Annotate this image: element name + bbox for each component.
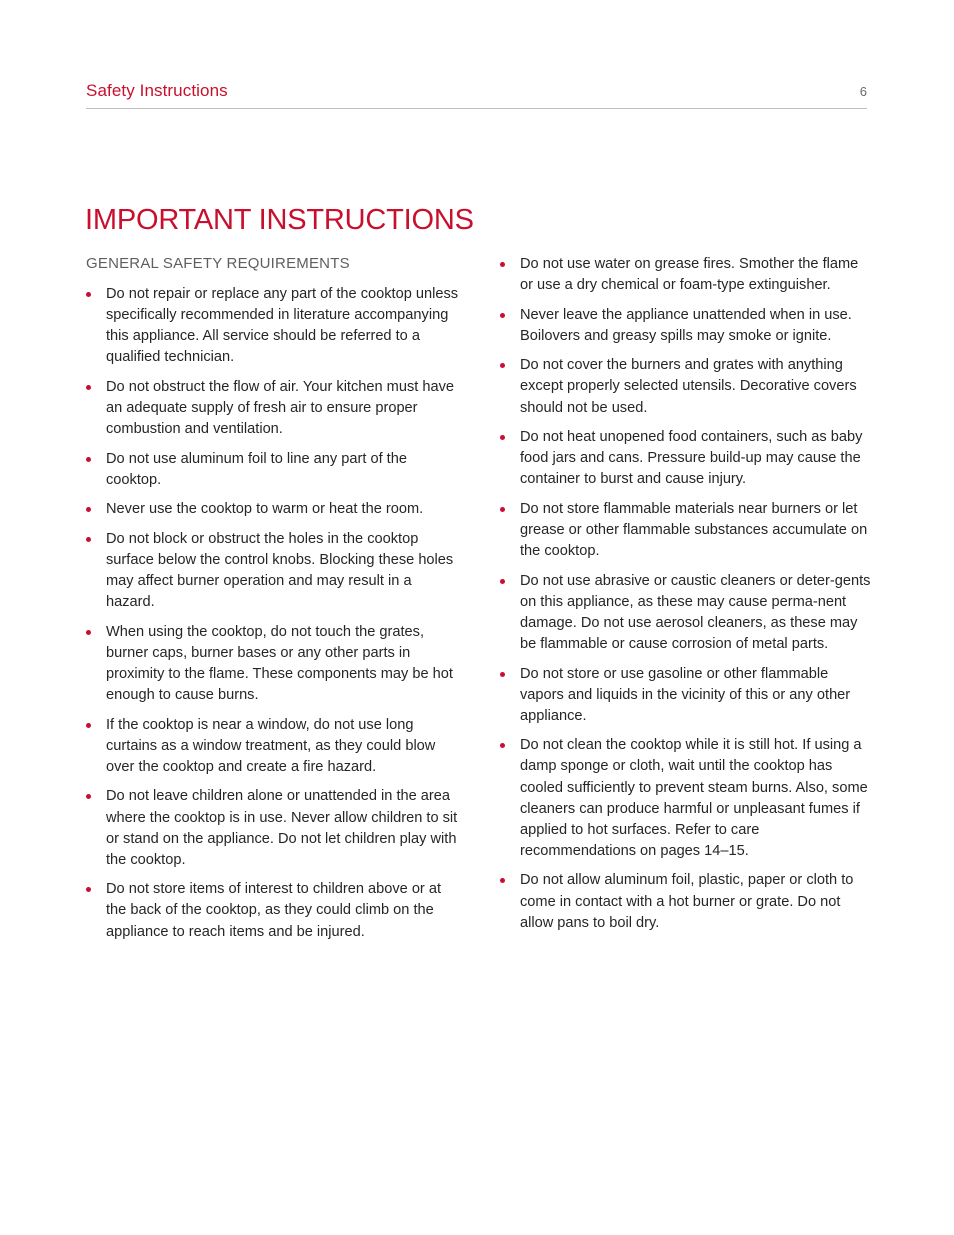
list-item-text: When using the cooktop, do not touch the grates, burner caps, burner bases or any other parts in proximity to the flame. These components may be hot enough to cause burns. xyxy=(106,623,453,704)
list-item-text: Do not allow aluminum foil, plastic, paper or cloth to come in contact with a hot burner or grate. Do not allow pans to boil dry. xyxy=(520,872,854,931)
list-item xyxy=(500,499,874,562)
bullet-icon xyxy=(86,630,91,635)
bullet-icon xyxy=(86,507,91,512)
list-item-text: Do not leave children alone or unattended in the area where the cooktop is in use. Never allow children to sit or stand on the appliance. Do not let children play with the cooktop. xyxy=(106,788,458,868)
bullet-icon xyxy=(500,313,505,318)
page-header xyxy=(86,80,867,109)
bullet-icon xyxy=(86,385,91,390)
list-item xyxy=(500,254,874,296)
list-item xyxy=(86,879,464,942)
list-item-text: Do not store flammable materials near burners or let grease or other flammable substances accumulate on the cooktop. xyxy=(520,500,868,560)
list-item xyxy=(86,529,464,613)
list-item xyxy=(500,571,874,655)
list-item xyxy=(86,377,464,440)
bullet-icon xyxy=(500,262,505,267)
bullet-icon xyxy=(86,794,91,799)
list-item xyxy=(86,715,464,778)
list-item-text: Do not store items of interest to children above or at the back of the cooktop, as they could climb on the appliance to reach items and be injured. xyxy=(106,881,442,940)
bullet-icon xyxy=(86,457,91,462)
list-item-text: If the cooktop is near a window, do not use long curtains as a window treatment, as they could blow over the cooktop and create a fire hazard. xyxy=(106,716,436,775)
right-column-list xyxy=(500,254,874,942)
list-item-text: Do not use abrasive or caustic cleaners or deter-gents on this appliance, as these may cause perma-nent damage. Do not use aerosol cleaners, as these may be flammable or cause corrosion of metal parts. xyxy=(520,572,871,652)
list-item-text: Do not block or obstruct the holes in the cooktop surface below the control knobs. Blocking these holes may affect burner operation and may result in a hazard. xyxy=(106,530,454,611)
section-name: Safety Instructions xyxy=(86,81,228,100)
bullet-icon xyxy=(500,579,505,584)
list-item-text: Never use the cooktop to warm or heat the room. xyxy=(106,501,424,518)
bullet-icon xyxy=(500,878,505,883)
bullet-icon xyxy=(500,363,505,368)
bullet-icon xyxy=(500,435,505,440)
bullet-icon xyxy=(86,887,91,892)
left-column-list xyxy=(86,284,464,951)
list-item xyxy=(86,499,464,520)
list-item-text: Do not repair or replace any part of the cooktop unless specifically recommended in literature accompanying this appliance. All service should be referred to a qualified technician. xyxy=(106,286,459,366)
bullet-icon xyxy=(500,507,505,512)
bullet-icon xyxy=(86,537,91,542)
list-item xyxy=(86,622,464,706)
page-number: 6 xyxy=(859,84,867,99)
list-item xyxy=(500,664,874,727)
list-item xyxy=(500,870,874,933)
bullet-icon xyxy=(86,292,91,297)
list-item xyxy=(500,427,874,490)
bullet-icon xyxy=(86,723,91,728)
list-item xyxy=(500,735,874,862)
list-item-text: Do not cover the burners and grates with anything except properly selected utensils. Decorative covers should not be used. xyxy=(520,357,857,416)
bullet-icon xyxy=(500,672,505,677)
list-item xyxy=(86,786,464,870)
list-item-text: Do not use aluminum foil to line any part of the cooktop. xyxy=(106,450,407,488)
list-item-text: Do not store or use gasoline or other flammable vapors and liquids in the vicinity of this or any other appliance. xyxy=(520,665,851,724)
list-item xyxy=(500,305,874,347)
page-title: IMPORTANT INSTRUCTIONS xyxy=(85,204,474,236)
list-item-text: Do not clean the cooktop while it is still hot. If using a damp sponge or cloth, wait until the cooktop has cooled sufficiently to prevent steam burns. Also, some cleaners can produce harmful or unpleasant fumes if applied to hot surfaces. Refer to care recommendations on pages 14–15. xyxy=(520,737,868,859)
section-subheading: GENERAL SAFETY REQUIREMENTS xyxy=(86,255,350,272)
list-item-text: Do not obstruct the flow of air. Your kitchen must have an adequate supply of fresh air to ensure proper combustion and ventilation. xyxy=(106,378,455,438)
list-item xyxy=(500,355,874,418)
bullet-icon xyxy=(500,743,505,748)
list-item-text: Do not use water on grease fires. Smother the flame or use a dry chemical or foam-type extinguisher. xyxy=(520,256,859,294)
list-item xyxy=(86,449,464,491)
list-item-text: Do not heat unopened food containers, such as baby food jars and cans. Pressure build-up may cause the container to burst and cause injury. xyxy=(520,429,863,488)
list-item-text: Never leave the appliance unattended when in use. Boilovers and greasy spills may smoke or ignite. xyxy=(520,306,852,344)
list-item xyxy=(86,284,464,368)
